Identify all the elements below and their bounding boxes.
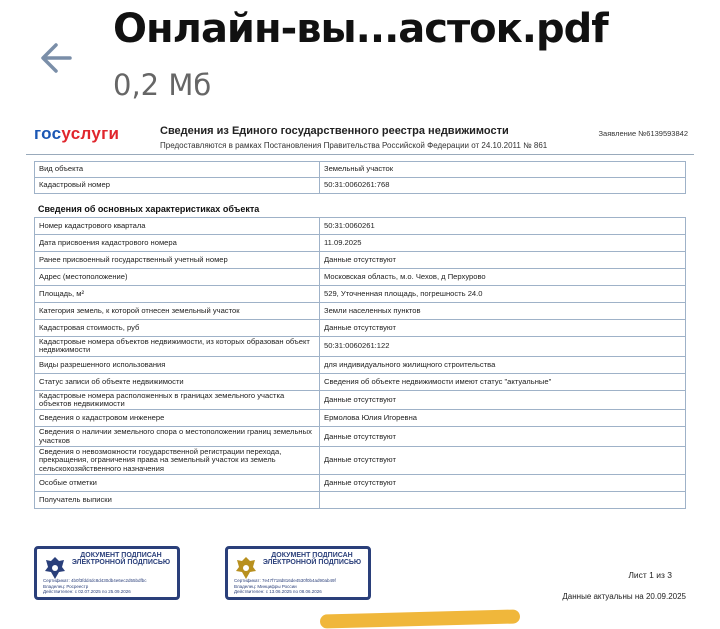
table-row: Ранее присвоенный государственный учетный номер Данные отсутствуют (35, 252, 686, 269)
back-arrow-icon[interactable] (36, 38, 76, 78)
header-divider (26, 154, 694, 155)
table-row: Кадастровая стоимость, руб Данные отсутствуют (35, 320, 686, 337)
e-signature-stamp: ДОКУМЕНТ ПОДПИСАН ЭЛЕКТРОННОЙ ПОДПИСЬЮ Сертификат: 7e47f718d816de4530f0b4ad90ab49f Владелец: Минцифры России Действителен: с 13.06.2025 по 08.06.2026 (225, 546, 371, 600)
coat-of-arms-icon (234, 555, 258, 581)
document-title: Сведения из Единого государственного реестра недвижимости (160, 125, 509, 137)
pdf-page-preview[interactable] (12, 116, 708, 620)
table-row: Виды разрешенного использования для индивидуального жилищного строительства (35, 356, 686, 373)
coat-of-arms-icon (43, 555, 67, 581)
table-row: Статус записи об объекте недвижимости Сведения об объекте недвижимости имеют статус "актуальные" (35, 373, 686, 390)
table-row: Дата присвоения кадастрового номера 11.09.2025 (35, 235, 686, 252)
table-row: Кадастровый номер 50:31:0060261:768 (35, 178, 686, 194)
table-row: Категория земель, к которой отнесен земельный участок Земли населенных пунктов (35, 303, 686, 320)
table-row: Сведения о невозможности государственной регистрации перехода, прекращения, ограничения права на земельный участок из земель сельскохозяйственного назначения Данные отсутствуют (35, 447, 686, 475)
table-row: Получатель выписки (35, 492, 686, 509)
table-row: Сведения о кадастровом инженере Ермолова Юлия Игоревна (35, 410, 686, 427)
characteristics-table (34, 217, 686, 509)
table-row: Вид объекта Земельный участок (35, 162, 686, 178)
table-row: Кадастровые номера объектов недвижимости, из которых образован объект недвижимости 50:31:0060261:122 (35, 337, 686, 357)
table-row: Номер кадастрового квартала 50:31:0060261 (35, 218, 686, 235)
file-size: 0,2 Мб (113, 68, 212, 102)
actuality-date: Данные актуальны на 20.09.2025 (562, 592, 686, 601)
document-subtitle: Предоставляются в рамках Постановления Правительства Российской Федерации от 24.10.2011 № 861 (160, 141, 548, 150)
table-row: Особые отметки Данные отсутствуют (35, 475, 686, 492)
table-row: Площадь, м² 529, Уточненная площадь, погрешность 24.0 (35, 286, 686, 303)
table-row: Сведения о наличии земельного спора о местоположении границ земельных участков Данные отсутствуют (35, 427, 686, 447)
file-title: Онлайн-вы...асток.pdf (113, 6, 608, 52)
table-row: Кадастровые номера расположенных в границах земельного участка объектов недвижимости Данные отсутствуют (35, 390, 686, 410)
object-info-table (34, 161, 686, 194)
table-row: Адрес (местоположение) Московская область, м.о. Чехов, д Перхурово (35, 269, 686, 286)
gosuslugi-logo: госуслуги (34, 124, 120, 143)
e-signature-stamp: ДОКУМЕНТ ПОДПИСАН ЭЛЕКТРОННОЙ ПОДПИСЬЮ Сертификат: 4b0f3fdd4dc8d430db4e6ec2d55bdfbc Владелец: Росреестр Действителен: с 02.07.2025 по 25.09.2026 (34, 546, 180, 600)
app-bar (0, 0, 720, 112)
application-number: Заявление №6139593842 (598, 129, 688, 138)
redaction-highlight (320, 609, 520, 628)
page-indicator: Лист 1 из 3 (628, 570, 672, 580)
section-title: Сведения об основных характеристиках объекта (38, 204, 260, 214)
